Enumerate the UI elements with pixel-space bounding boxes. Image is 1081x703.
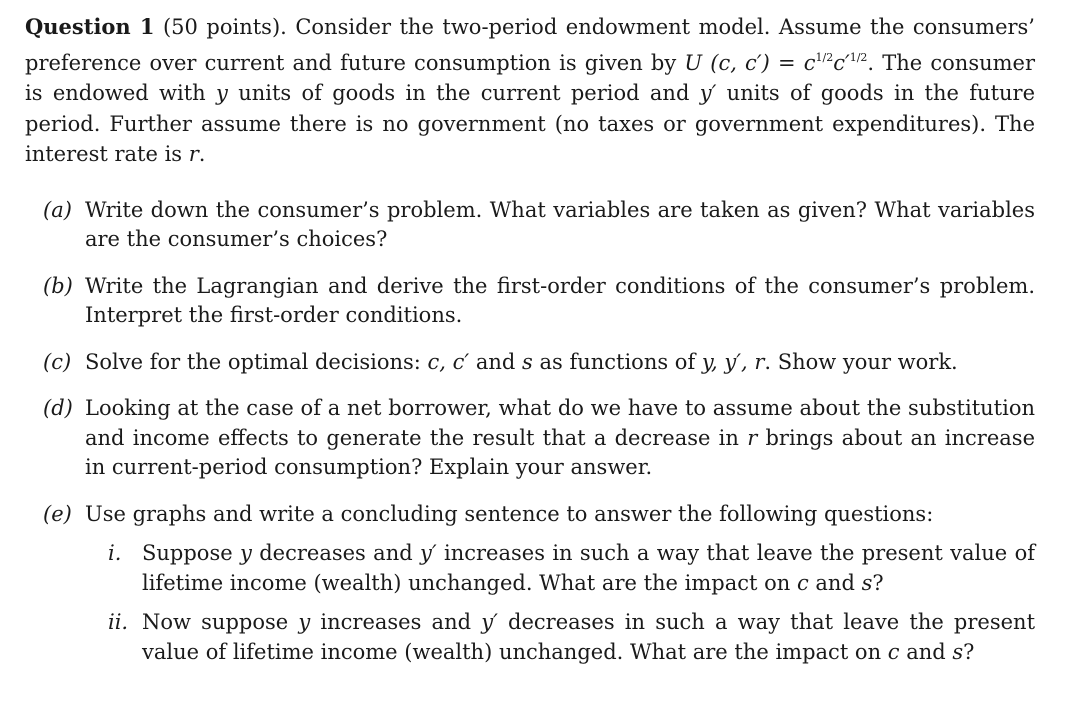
part-c-math-1: c, c′ [427, 349, 470, 374]
subpart-label: i. [108, 541, 122, 565]
part-label: (e) [43, 501, 72, 526]
utility-exponent-1: 1/2 [815, 50, 834, 64]
subpart-ii-text-3: decreases in such a way that leave the present value of lifetime income (wealth) unchanged. What are the impact on [142, 610, 1036, 664]
question-title: Question 1 [25, 14, 155, 39]
part-text: Write the Lagrangian and derive the first-order conditions of the consumer’s problem. Interpret the first-order conditions. [85, 273, 1035, 327]
subpart-ii-text-2: increases and [310, 610, 482, 634]
utility-base-1: c [803, 50, 816, 75]
subpart-text [142, 539, 1035, 598]
subpart-ii-math-2: y′ [481, 610, 498, 634]
intro-text-1: Consider the two-period endowment model. Assume the consumers’ preference over current and future consumption is given by [25, 15, 1035, 75]
subpart-i [108, 539, 1035, 598]
part-label: (b) [43, 273, 73, 298]
subpart-label: ii. [108, 610, 129, 634]
subpart-ii [108, 608, 1035, 667]
subpart-i-math-4: s [861, 570, 873, 595]
subpart-ii-text-1: Now suppose [142, 610, 299, 634]
subpart-i-text-3: increases in such a way that leave the present value of lifetime income (wealth) unchanged. What are the impact on [142, 541, 1035, 595]
part-c-text-3: as functions of [532, 349, 702, 374]
part-text: Write down the consumer’s problem. What variables are taken as given? What variables are the consumer’s choices? [85, 197, 1035, 251]
question-points: (50 points). [162, 15, 287, 39]
part-c [25, 348, 1035, 378]
part-c-text-2: and [469, 349, 523, 374]
part-a [25, 196, 1035, 255]
subpart-i-text-1: Suppose [142, 541, 240, 565]
part-e-subparts [108, 539, 1035, 667]
part-label: (a) [43, 197, 72, 222]
part-d [25, 394, 1035, 483]
subpart-text [142, 608, 1035, 667]
utility-lhs: U (c, c′) = [684, 50, 804, 75]
subpart-i-math-3: c [796, 570, 809, 595]
var-r: r [188, 142, 199, 166]
subpart-i-math-1: y [240, 541, 252, 565]
part-c-text-1: Solve for the optimal decisions: [85, 349, 428, 374]
subpart-i-text-4: and [808, 570, 862, 595]
part-c-math-3: y, y′, r [701, 349, 765, 374]
part-label: (c) [43, 349, 72, 374]
question-intro [25, 12, 1035, 170]
document-page [25, 12, 1035, 677]
part-c-text-4: . Show your work. [764, 349, 958, 374]
intro-text-4: units of goods in the future period. Further assume there is no government (no taxes or government expenditures). The interest rate is [25, 81, 1035, 166]
utility-exponent-2: 1/2 [849, 50, 868, 64]
var-y-prime: y′ [699, 81, 717, 105]
part-d-text-1: Looking at the case of a net borrower, what do we have to assume about the substitution and income effects to generate the result that a decrease in [85, 396, 1035, 450]
part-label: (d) [43, 396, 73, 420]
var-y: y [216, 81, 228, 105]
subpart-ii-math-4: s [952, 639, 964, 664]
question-parts [25, 196, 1035, 668]
part-e [25, 500, 1035, 530]
subpart-ii-math-3: c [887, 639, 900, 664]
intro-text-3: units of goods in the current period and [227, 81, 700, 105]
utility-base-2: c′ [833, 50, 850, 75]
subpart-ii-text-5: ? [963, 639, 975, 664]
intro-text-5: . [198, 142, 206, 166]
part-text [85, 348, 1035, 378]
subpart-i-text-2: decreases and [251, 541, 421, 565]
part-b [25, 272, 1035, 331]
subpart-i-text-5: ? [872, 570, 884, 595]
part-text [85, 394, 1035, 483]
subpart-ii-math-1: y [298, 610, 311, 634]
subpart-ii-text-4: and [899, 639, 953, 664]
intro-text-2: . The consumer is endowed with [25, 50, 1035, 105]
part-d-text-2: brings about an increase in current-period consumption? Explain your answer. [85, 425, 1036, 479]
part-d-math-1: r [747, 425, 758, 450]
part-c-math-2: s [522, 349, 533, 374]
part-text: Use graphs and write a concluding sentence to answer the following questions: [85, 501, 934, 526]
subpart-i-math-2: y′ [420, 541, 437, 565]
